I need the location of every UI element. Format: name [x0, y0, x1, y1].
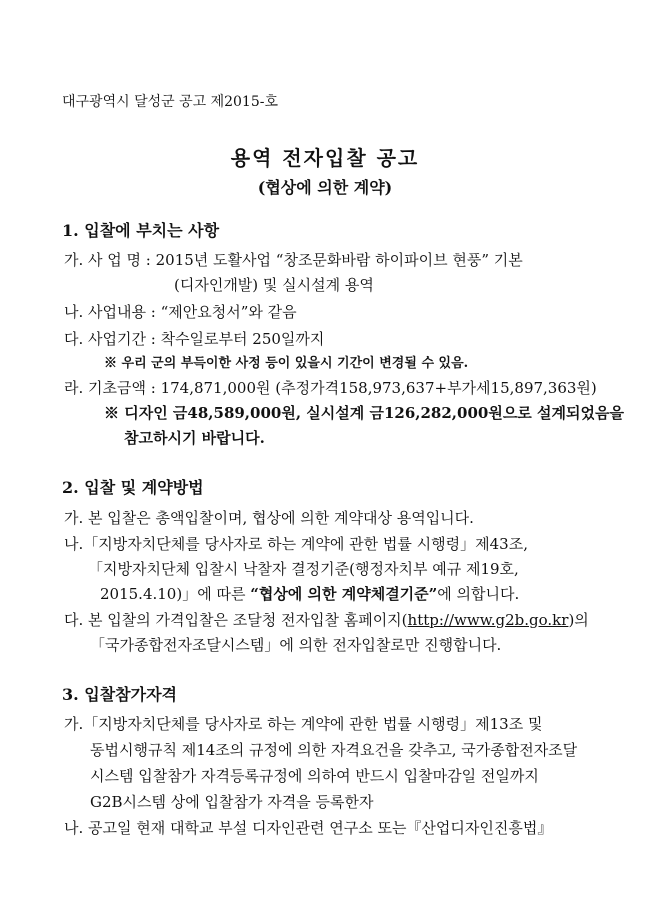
section2-item-ga: 가. 본 입찰은 총액입찰이며, 협상에 의한 계약대상 용역입니다. — [64, 509, 474, 527]
section1-item-da: 다. 사업기간 : 착수일로부터 250일까지 — [64, 330, 325, 348]
section1-note-da: ※ 우리 군의 부득이한 사정 등이 있을시 기간이 변경될 수 있음. — [104, 356, 469, 371]
section1-item-ga-line2: (디자인개발) 및 실시설계 용역 — [174, 276, 374, 294]
section2-item-da-line2: 「국가종합전자조달시스템」에 의한 전자입찰로만 진행합니다. — [90, 636, 502, 654]
section3-item-ga-line3: 시스템 입찰참가 자격등록규정에 의하여 반드시 입찰마감일 전일까지 — [90, 767, 539, 785]
section3-item-ga-line2: 동법시행규칙 제14조의 규정에 의한 자격요건을 갖추고, 국가종합전자조달 — [90, 741, 578, 759]
section1-note-ra-line2: 참고하시기 바랍니다. — [124, 429, 265, 447]
document-title: 용역 전자입찰 공고 — [230, 146, 420, 170]
section3-item-na-line1: 나. 공고일 현재 대학교 부설 디자인관련 연구소 또는『산업디자인진흥법』 — [64, 819, 553, 837]
section1-item-ra: 라. 기초금액 : 174,871,000원 (추정가격158,973,637+부가세15,897,363원) — [64, 379, 597, 397]
section2-item-da-text: 다. 본 입찰의 가격입찰은 조달청 전자입찰 홈페이지( — [64, 611, 408, 629]
section3-heading: 3. 입찰참가자격 — [62, 685, 178, 704]
section3-item-ga-line1: 가.「지방자치단체를 당사자로 하는 계약에 관한 법률 시행령」제13조 및 — [64, 715, 543, 733]
section2-item-na-line3 — [100, 584, 519, 604]
section2-item-da-line1 — [64, 610, 589, 630]
section3-item-ga-line4: G2B시스템 상에 입찰참가 자격을 등록한자 — [90, 793, 374, 811]
section2-item-na-line3-tail: 에 의합니다. — [437, 585, 520, 603]
g2b-homepage-link[interactable]: http://www.g2b.go.kr — [407, 611, 569, 629]
negotiation-standard-label: “협상에 의한 계약체결기준” — [250, 585, 438, 603]
document-subtitle: (협상에 의한 계약) — [257, 178, 393, 197]
section1-item-na: 나. 사업내용 : “제안요청서”와 같음 — [64, 303, 297, 321]
section2-item-na-line1: 나.「지방자치단체를 당사자로 하는 계약에 관한 법률 시행령」제43조, — [64, 535, 528, 553]
section1-heading: 1. 입찰에 부치는 사항 — [62, 221, 220, 240]
notice-number: 대구광역시 달성군 공고 제2015-호 — [62, 94, 278, 110]
section2-item-na-line2: 「지방자치단체 입찰시 낙찰자 결정기준(행정자치부 예규 제19호, — [88, 560, 519, 578]
section2-heading: 2. 입찰 및 계약방법 — [62, 478, 204, 497]
section2-item-da-tail: )의 — [568, 611, 589, 629]
section1-note-ra-line1: ※ 디자인 금48,589,000원, 실시설계 금126,282,000원으로 설계되었음을 — [104, 404, 624, 422]
section2-item-na-line3-text: 2015.4.10)」에 따른 — [100, 585, 251, 603]
section1-item-ga-line1: 가. 사 업 명 : 2015년 도활사업 “창조문화바람 하이파이브 현풍” 기본 — [64, 251, 523, 269]
